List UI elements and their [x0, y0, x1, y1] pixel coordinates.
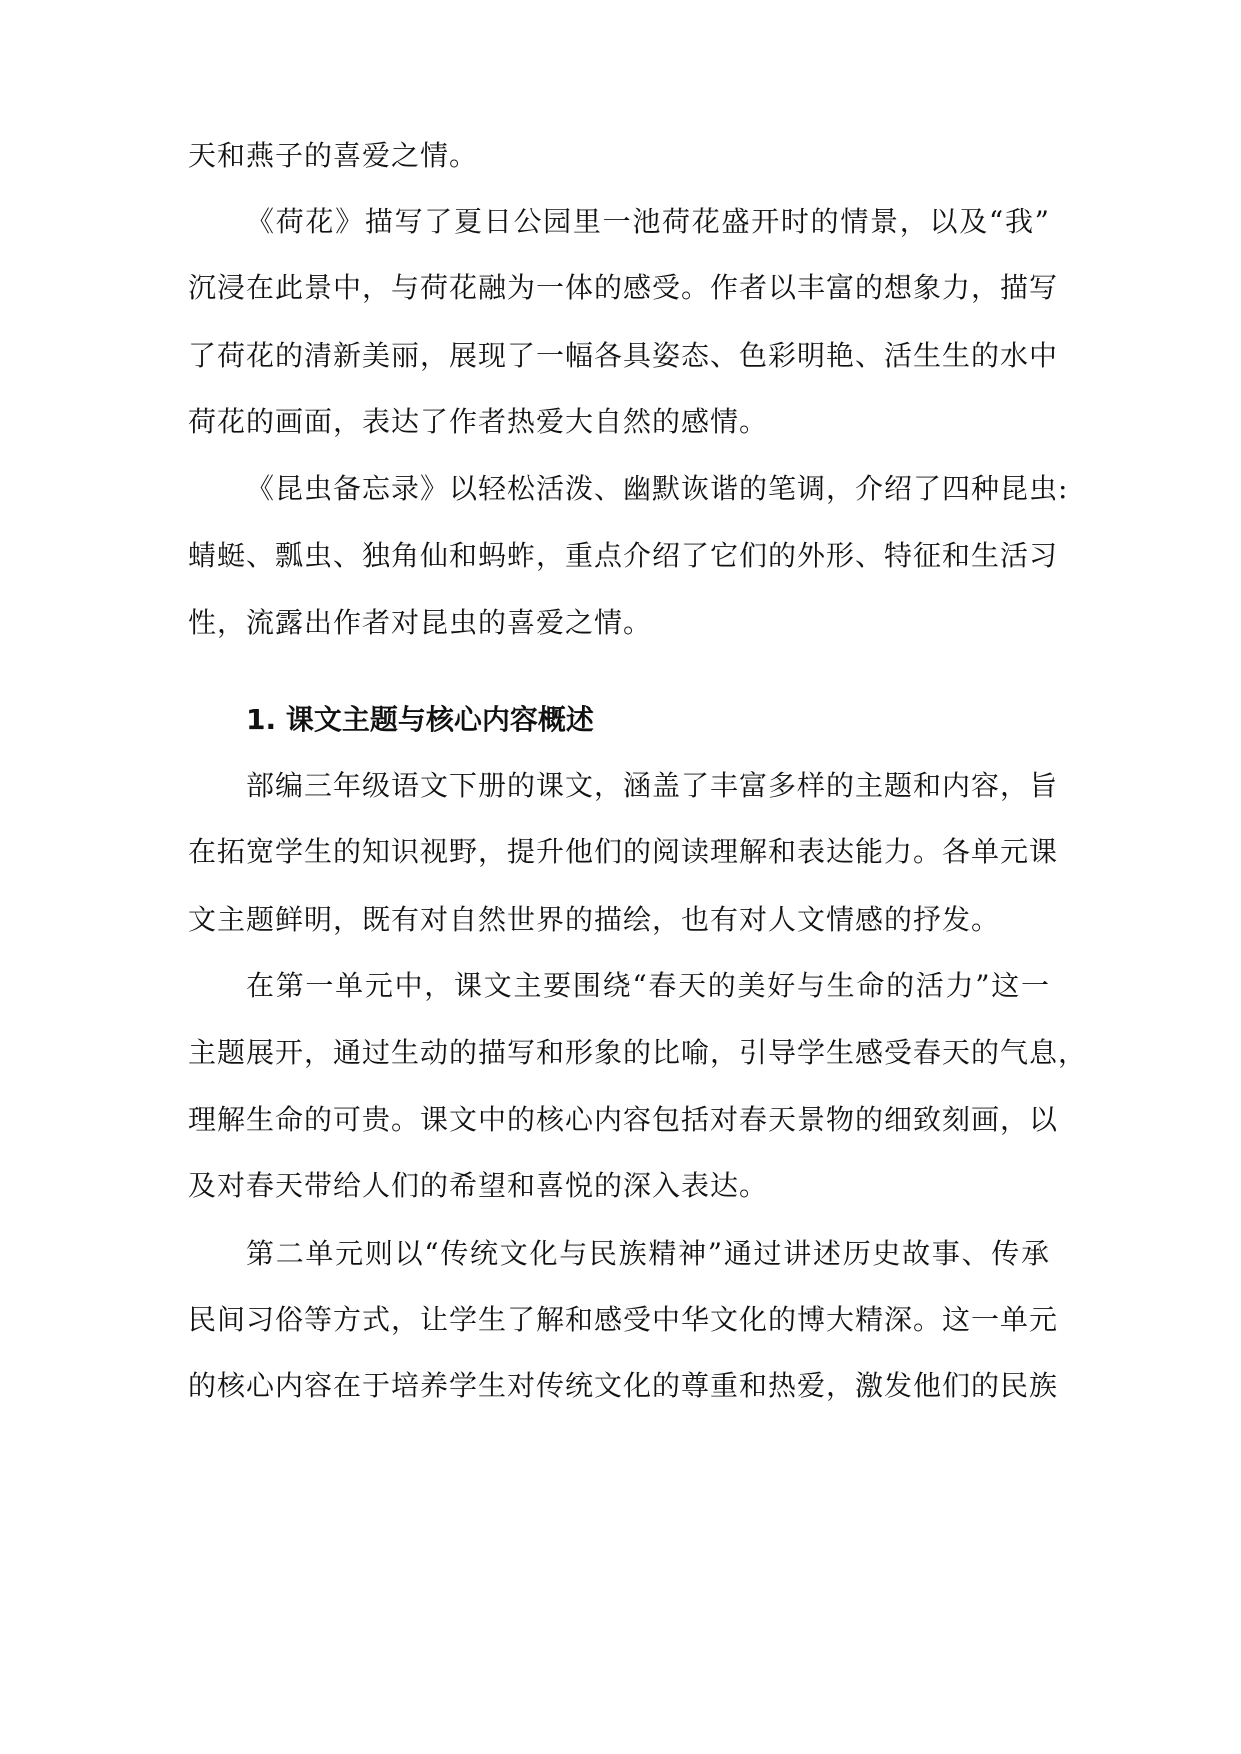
paragraph-line: 在拓宽学生的知识视野，提升他们的阅读理解和表达能力。各单元课: [188, 835, 1059, 868]
paragraph-line: 第二单元则以“传统文化与民族精神”通过讲述历史故事、传承: [246, 1237, 1050, 1270]
paragraph-line: 沉浸在此景中，与荷花融为一体的感受。作者以丰富的想象力，描写: [188, 271, 1059, 304]
paragraph-line: 荷花的画面，表达了作者热爱大自然的感情。: [188, 405, 769, 438]
paragraph-line: 《昆虫备忘录》以轻松活泼、幽默诙谐的笔调，介绍了四种昆虫:: [246, 472, 1069, 505]
paragraph-line: 在第一单元中，课文主要围绕“春天的美好与生命的活力”这一: [246, 969, 1050, 1002]
section-heading: 1. 课文主题与核心内容概述: [246, 703, 594, 736]
paragraph-line: 的核心内容在于培养学生对传统文化的尊重和热爱，激发他们的民族: [188, 1369, 1059, 1402]
paragraph-line: 《荷花》描写了夏日公园里一池荷花盛开时的情景，以及“我”: [246, 205, 1050, 238]
paragraph-line: 文主题鲜明，既有对自然世界的描绘，也有对人文情感的抒发。: [188, 903, 1001, 936]
paragraph-line: 民间习俗等方式，让学生了解和感受中华文化的博大精深。这一单元: [188, 1303, 1059, 1336]
paragraph-line: 部编三年级语文下册的课文，涵盖了丰富多样的主题和内容，旨: [246, 769, 1059, 802]
paragraph-line: 主题展开，通过生动的描写和形象的比喻，引导学生感受春天的气息，: [188, 1036, 1088, 1069]
paragraph-line: 天和燕子的喜爱之情。: [188, 139, 479, 172]
paragraph-line: 理解生命的可贵。课文中的核心内容包括对春天景物的细致刻画，以: [188, 1103, 1059, 1136]
paragraph-line: 了荷花的清新美丽，展现了一幅各具姿态、色彩明艳、活生生的水中: [188, 339, 1059, 372]
paragraph-line: 及对春天带给人们的希望和喜悦的深入表达。: [188, 1169, 769, 1202]
paragraph-line: 性，流露出作者对昆虫的喜爱之情。: [188, 606, 653, 639]
paragraph-line: 蜻蜓、瓢虫、独角仙和蚂蚱，重点介绍了它们的外形、特征和生活习: [188, 539, 1059, 572]
